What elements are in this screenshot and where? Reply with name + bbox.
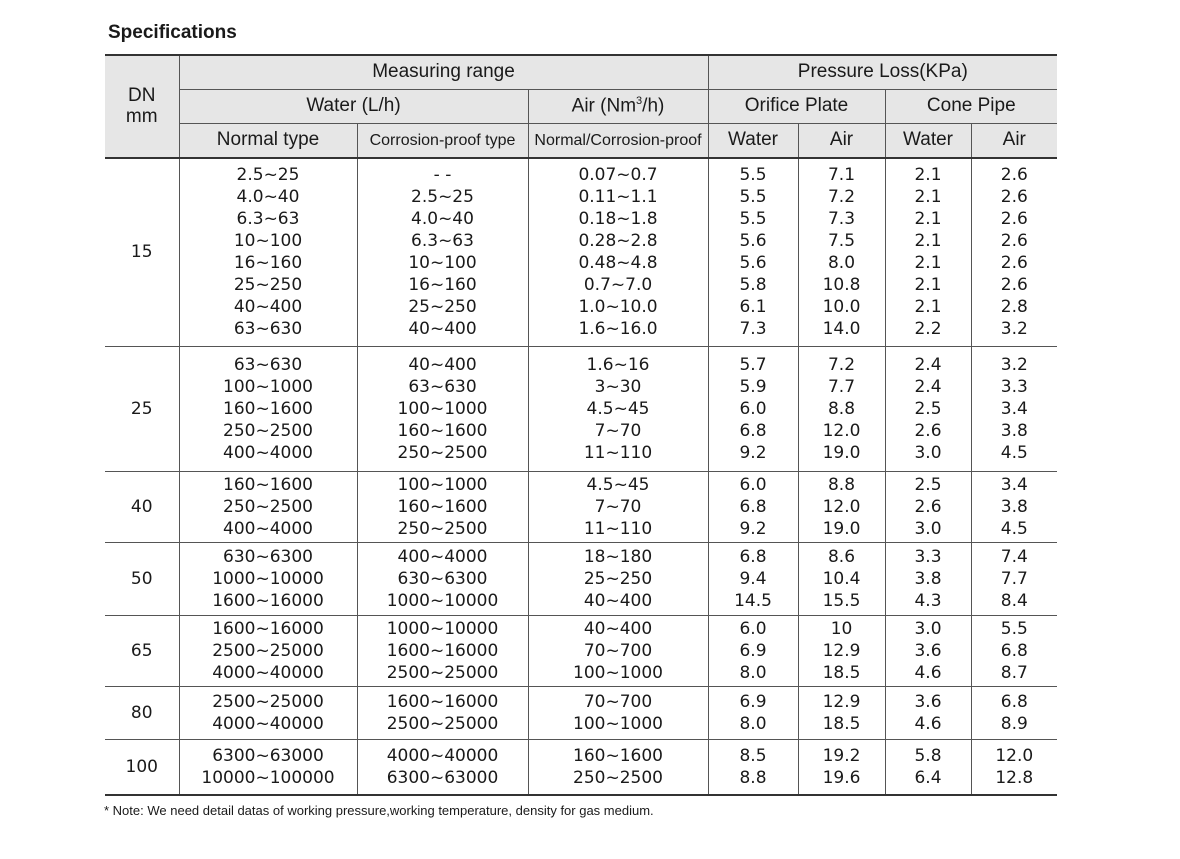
- cell-value: 70~700: [583, 640, 653, 661]
- cell-value: 1000~10000: [386, 590, 499, 611]
- normal-type-header: Normal type: [179, 124, 357, 159]
- cell-value: 4.0~40: [236, 187, 300, 208]
- cell-value: 15.5: [822, 590, 861, 611]
- cp-water-cell: [885, 471, 971, 542]
- cell-value: 6.1: [739, 297, 767, 318]
- cell-value: 100~1000: [573, 662, 663, 683]
- cell-value: 63~630: [408, 376, 477, 397]
- cell-value: 8.7: [1000, 662, 1028, 683]
- cell-value: 7.7: [1000, 568, 1028, 589]
- cp-air-cell: [971, 542, 1057, 615]
- table-row: [105, 615, 1057, 686]
- normal-cell: [179, 686, 357, 739]
- cell-value: 2.1: [914, 275, 942, 296]
- cell-value: 3.8: [1000, 496, 1028, 517]
- cell-value: 12.0: [995, 745, 1034, 766]
- cell-value: 2.1: [914, 231, 942, 252]
- cell-value: 3.8: [1000, 420, 1028, 441]
- cell-value: 160~1600: [397, 496, 488, 517]
- cell-value: 7.1: [827, 165, 856, 186]
- air-cell: [528, 346, 708, 471]
- cell-value: 5.8: [914, 745, 942, 766]
- cell-value: 7.7: [827, 376, 856, 397]
- cell-value: 7.3: [739, 319, 767, 340]
- cell-value: 3.3: [1000, 376, 1028, 397]
- pressure-loss-header: Pressure Loss(KPa): [708, 55, 1057, 90]
- dn-cell: 50: [105, 542, 179, 615]
- cell-value: 5.6: [739, 253, 767, 274]
- cell-value: 3.6: [914, 691, 942, 712]
- cell-value: 40~400: [583, 590, 653, 611]
- dn-header-line1: DN: [128, 84, 156, 106]
- table-row: [105, 346, 1057, 471]
- cell-value: 18~180: [583, 546, 653, 567]
- op-water-cell: [708, 739, 798, 795]
- air-header-superscript: 3: [636, 95, 643, 108]
- cell-value: 2.1: [914, 187, 942, 208]
- cell-value: 6.0: [739, 398, 767, 419]
- air-cell: [528, 471, 708, 542]
- cone-air-header: Air: [971, 124, 1057, 159]
- cell-value: 10: [830, 618, 853, 639]
- cell-value: 2500~25000: [212, 640, 324, 661]
- cell-value: 160~1600: [397, 420, 488, 441]
- cell-value: 10~100: [408, 253, 477, 274]
- cell-value: 11~110: [583, 442, 653, 463]
- cell-value: 70~700: [583, 691, 653, 712]
- op-air-cell: [798, 346, 885, 471]
- page-title: Specifications: [108, 22, 237, 43]
- cell-value: 0.48~4.8: [578, 253, 658, 274]
- cell-value: 10.4: [822, 568, 861, 589]
- cell-value: 40~400: [408, 354, 477, 375]
- cell-value: 10~100: [233, 231, 303, 252]
- cell-value: 5.5: [739, 165, 767, 186]
- water-header: Water (L/h): [179, 90, 528, 124]
- air-type-header: Normal/Corrosion-proof: [528, 124, 708, 159]
- corrosion-type-header: Corrosion-proof type: [357, 124, 528, 159]
- cell-value: 7.5: [827, 231, 856, 252]
- cell-value: 4.5~45: [586, 474, 650, 495]
- op-air-cell: [798, 471, 885, 542]
- cell-value: 8.4: [1000, 590, 1028, 611]
- dn-cell: 40: [105, 471, 179, 542]
- op-water-cell: [708, 615, 798, 686]
- cell-value: 18.5: [822, 662, 861, 683]
- cell-value: 1.6~16: [586, 354, 650, 375]
- cell-value: 2.5~25: [236, 165, 300, 186]
- cell-value: 2.5: [914, 398, 942, 419]
- cell-value: 25~250: [583, 568, 653, 589]
- cp-air-cell: [971, 615, 1057, 686]
- cp-air-cell: [971, 346, 1057, 471]
- cp-water-cell: [885, 542, 971, 615]
- cell-value: 7.3: [827, 209, 856, 230]
- cell-value: 2.6: [914, 496, 942, 517]
- cell-value: 8.8: [827, 474, 856, 495]
- cell-value: 100~1000: [397, 398, 488, 419]
- cell-value: 2.6: [1000, 165, 1028, 186]
- normal-cell: [179, 471, 357, 542]
- cp-water-cell: [885, 739, 971, 795]
- cell-value: 400~4000: [223, 518, 313, 539]
- cp-air-cell: [971, 158, 1057, 346]
- op-air-cell: [798, 158, 885, 346]
- cell-value: 2.6: [1000, 231, 1028, 252]
- dn-cell: 65: [105, 615, 179, 686]
- op-air-cell: [798, 542, 885, 615]
- op-water-cell: [708, 158, 798, 346]
- air-cell: [528, 158, 708, 346]
- cell-value: 0.7~7.0: [583, 275, 653, 296]
- cell-value: 6.8: [739, 496, 767, 517]
- cell-value: 4.6: [914, 713, 942, 734]
- cell-value: 100~1000: [223, 376, 313, 397]
- cell-value: 19.6: [822, 767, 861, 788]
- cell-value: 12.9: [822, 640, 861, 661]
- cell-value: 2.1: [914, 253, 942, 274]
- table-row: [105, 542, 1057, 615]
- normal-cell: [179, 158, 357, 346]
- cell-value: 10000~100000: [201, 767, 335, 788]
- cell-value: 9.2: [739, 518, 767, 539]
- cell-value: 250~2500: [223, 420, 313, 441]
- air-cell: [528, 686, 708, 739]
- cell-value: 630~6300: [223, 546, 313, 567]
- cell-value: 3.2: [1000, 354, 1028, 375]
- air-header: [528, 90, 708, 124]
- cell-value: 12.0: [822, 420, 861, 441]
- cell-value: 25~250: [408, 297, 477, 318]
- cell-value: 6.9: [739, 640, 767, 661]
- cell-value: 1000~10000: [386, 618, 499, 639]
- cell-value: 160~1600: [223, 398, 313, 419]
- orifice-water-header: Water: [708, 124, 798, 159]
- cell-value: 1600~16000: [212, 618, 324, 639]
- table-row: [105, 158, 1057, 346]
- op-air-cell: [798, 686, 885, 739]
- cell-value: 160~1600: [223, 474, 313, 495]
- dn-cell: 15: [130, 242, 153, 263]
- dn-cell: 25: [105, 346, 179, 471]
- cell-value: 6.9: [739, 691, 767, 712]
- cell-value: 2.1: [914, 165, 942, 186]
- cell-value: 9.2: [739, 442, 767, 463]
- corrosion-cell: [357, 686, 528, 739]
- cp-air-cell: [971, 739, 1057, 795]
- normal-cell: [179, 615, 357, 686]
- cell-value: 7~70: [594, 420, 642, 441]
- cell-value: 3~30: [594, 376, 642, 397]
- orifice-plate-header: Orifice Plate: [708, 90, 885, 124]
- op-water-cell: [708, 686, 798, 739]
- cell-value: 63~630: [233, 319, 303, 340]
- corrosion-cell: [357, 542, 528, 615]
- dn-header-line2: mm: [125, 105, 158, 127]
- cone-pipe-header: Cone Pipe: [885, 90, 1057, 124]
- cell-value: 8.6: [827, 546, 856, 567]
- normal-cell: [179, 346, 357, 471]
- cell-value: 2500~25000: [212, 691, 324, 712]
- cell-value: 3.0: [914, 618, 942, 639]
- cell-value: 10.8: [822, 275, 861, 296]
- table-row: [105, 686, 1057, 739]
- cell-value: 40~400: [233, 297, 303, 318]
- cell-value: 7.2: [827, 354, 856, 375]
- cell-value: 100~1000: [573, 713, 663, 734]
- cell-value: 8.0: [739, 662, 767, 683]
- corrosion-cell: [357, 471, 528, 542]
- cell-value: 5.8: [739, 275, 767, 296]
- cell-value: 5.7: [739, 354, 767, 375]
- cell-value: 4.0~40: [411, 209, 474, 230]
- cell-value: 2.6: [1000, 275, 1028, 296]
- cell-value: 1600~16000: [212, 590, 324, 611]
- cell-value: 14.0: [822, 319, 861, 340]
- cell-value: 4.5: [1000, 442, 1028, 463]
- cell-value: 2.6: [1000, 209, 1028, 230]
- cell-value: 4000~40000: [212, 662, 324, 683]
- op-water-cell: [708, 471, 798, 542]
- cell-value: 19.0: [822, 518, 861, 539]
- cell-value: 6.8: [1000, 691, 1028, 712]
- cell-value: 6.0: [739, 618, 767, 639]
- table-row: [105, 471, 1057, 542]
- cell-value: 7.4: [1000, 546, 1028, 567]
- cell-value: 6300~63000: [386, 767, 499, 788]
- cell-value: 19.2: [822, 745, 861, 766]
- op-air-cell: [798, 739, 885, 795]
- cell-value: 3.2: [1000, 319, 1028, 340]
- cell-value: 9.4: [739, 568, 767, 589]
- cell-value: 400~4000: [397, 546, 488, 567]
- orifice-air-header: Air: [798, 124, 885, 159]
- cp-air-cell: [971, 686, 1057, 739]
- op-air-cell: [798, 615, 885, 686]
- air-cell: [528, 542, 708, 615]
- cell-value: 4000~40000: [212, 713, 324, 734]
- cell-value: 0.07~0.7: [578, 165, 658, 186]
- cp-water-cell: [885, 158, 971, 346]
- cell-value: 250~2500: [573, 767, 663, 788]
- cell-value: 16~160: [408, 275, 477, 296]
- op-water-cell: [708, 542, 798, 615]
- cell-value: 5.5: [1000, 618, 1028, 639]
- cell-value: 1000~10000: [212, 568, 324, 589]
- dn-cell: 80: [105, 686, 179, 739]
- table-row: [105, 739, 1057, 795]
- cell-value: 250~2500: [397, 518, 488, 539]
- normal-cell: [179, 739, 357, 795]
- corrosion-cell: [357, 615, 528, 686]
- cell-value: 5.6: [739, 231, 767, 252]
- cell-value: 12.8: [995, 767, 1034, 788]
- cell-value: 3.0: [914, 442, 942, 463]
- cell-value: 1600~16000: [386, 640, 499, 661]
- cell-value: 8.9: [1000, 713, 1028, 734]
- cell-value: 2.6: [914, 420, 942, 441]
- cell-value: 250~2500: [397, 442, 488, 463]
- cell-value: 8.5: [739, 745, 767, 766]
- cp-water-cell: [885, 686, 971, 739]
- footnote: * Note: We need detail datas of working pressure,working temperature, density for gas medium.: [104, 803, 654, 818]
- cell-value: 1600~16000: [386, 691, 499, 712]
- measuring-range-header: Measuring range: [179, 55, 708, 90]
- cell-value: 6.4: [914, 767, 942, 788]
- cell-value: 14.5: [734, 590, 772, 611]
- cell-value: 4.6: [914, 662, 942, 683]
- cell-value: 630~6300: [397, 568, 488, 589]
- cell-value: 3.8: [914, 568, 942, 589]
- cell-value: 6.8: [739, 546, 767, 567]
- cell-value: 40~400: [408, 319, 477, 340]
- cell-value: 100~1000: [397, 474, 488, 495]
- cell-value: 2.2: [914, 319, 942, 340]
- cell-value: 2.5: [914, 474, 942, 495]
- normal-cell: [179, 542, 357, 615]
- cell-value: 12.9: [822, 691, 861, 712]
- cell-value: 400~4000: [223, 442, 313, 463]
- cell-value: 10.0: [822, 297, 861, 318]
- cell-value: 0.11~1.1: [578, 187, 658, 208]
- cell-value: 7.2: [827, 187, 856, 208]
- specifications-table: [105, 54, 1057, 796]
- air-header-text: Air (Nm: [571, 95, 637, 117]
- cell-value: 12.0: [822, 496, 861, 517]
- cell-value: 160~1600: [573, 745, 663, 766]
- cell-value: 8.0: [827, 253, 856, 274]
- cell-value: 2.1: [914, 209, 942, 230]
- cell-value: 6300~63000: [212, 745, 324, 766]
- corrosion-cell: [357, 346, 528, 471]
- corrosion-cell: [357, 158, 528, 346]
- cell-value: 2500~25000: [386, 713, 499, 734]
- cell-value: 250~2500: [223, 496, 313, 517]
- cell-value: 8.8: [739, 767, 767, 788]
- cell-value: 16~160: [233, 253, 303, 274]
- cell-value: 6.0: [739, 474, 767, 495]
- cell-value: 2.6: [1000, 253, 1028, 274]
- cell-value: 1.6~16.0: [578, 319, 658, 340]
- cell-value: 5.9: [739, 376, 767, 397]
- cell-value: 40~400: [583, 618, 653, 639]
- specifications-body: [105, 158, 1057, 795]
- cell-value: 8.8: [827, 398, 856, 419]
- cell-value: 3.4: [1000, 398, 1028, 419]
- cell-value: 4000~40000: [386, 745, 499, 766]
- cell-value: 1.0~10.0: [578, 297, 658, 318]
- cell-value: 3.0: [914, 518, 942, 539]
- cell-value: 2.4: [914, 354, 942, 375]
- cell-value: 63~630: [233, 354, 303, 375]
- cell-value: 11~110: [583, 518, 653, 539]
- cell-value: 6.3~63: [411, 231, 474, 252]
- air-cell: [528, 615, 708, 686]
- cell-value: 0.18~1.8: [578, 209, 658, 230]
- cell-value: 2.1: [914, 297, 942, 318]
- cell-value: 7~70: [594, 496, 642, 517]
- cell-value: - -: [433, 165, 452, 186]
- op-water-cell: [708, 346, 798, 471]
- cp-water-cell: [885, 346, 971, 471]
- cell-value: 2500~25000: [386, 662, 499, 683]
- cell-value: 18.5: [822, 713, 861, 734]
- cell-value: 4.5~45: [586, 398, 650, 419]
- cell-value: 6.3~63: [236, 209, 300, 230]
- cp-air-cell: [971, 471, 1057, 542]
- cell-value: 0.28~2.8: [578, 231, 658, 252]
- air-header-unit: /h): [642, 95, 665, 117]
- cell-value: 5.5: [739, 187, 767, 208]
- cell-value: 3.6: [914, 640, 942, 661]
- cell-value: 19.0: [822, 442, 861, 463]
- dn-cell: 100: [105, 739, 179, 795]
- cell-value: 8.0: [739, 713, 767, 734]
- cell-value: 3.4: [1000, 474, 1028, 495]
- cell-value: 4.5: [1000, 518, 1028, 539]
- cell-value: 6.8: [739, 420, 767, 441]
- cell-value: 6.8: [1000, 640, 1028, 661]
- cell-value: 2.4: [914, 376, 942, 397]
- air-cell: [528, 739, 708, 795]
- dn-header: [105, 55, 179, 158]
- cell-value: 3.3: [914, 546, 942, 567]
- cell-value: 2.5~25: [411, 187, 474, 208]
- cell-value: 2.6: [1000, 187, 1028, 208]
- cell-value: 5.5: [739, 209, 767, 230]
- corrosion-cell: [357, 739, 528, 795]
- cp-water-cell: [885, 615, 971, 686]
- cell-value: 2.8: [1000, 297, 1028, 318]
- cell-value: 25~250: [233, 275, 303, 296]
- cone-water-header: Water: [885, 124, 971, 159]
- cell-value: 4.3: [914, 590, 942, 611]
